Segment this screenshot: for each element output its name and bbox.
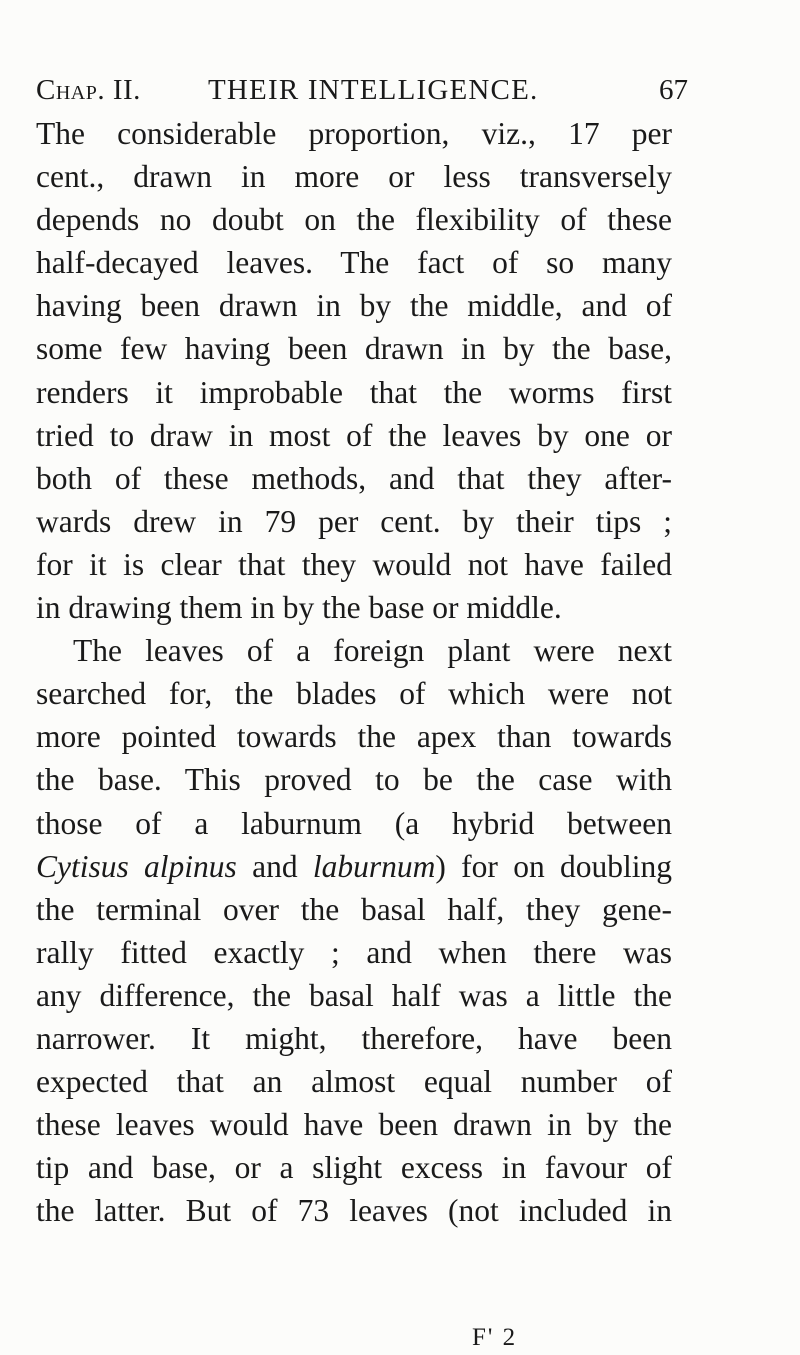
- species-name: laburnum: [312, 848, 436, 884]
- text-line-italic-names: [36, 845, 672, 888]
- text-line: expected that an almost equal number of: [36, 1064, 672, 1100]
- chapter-label: Chap. II.: [36, 74, 141, 106]
- text-line: more pointed towards the apex than towards: [36, 719, 672, 755]
- text-line: half-decayed leaves. The fact of so many: [36, 245, 672, 281]
- text-line: searched for, the blades of which were not: [36, 676, 672, 712]
- text-line: both of these methods, and that they after-: [36, 460, 672, 496]
- text-line: in drawing them in by the base or middle.: [36, 590, 562, 626]
- text-line: depends no doubt on the flexibility of these: [36, 202, 672, 238]
- text-line: for it is clear that they would not have failed: [36, 546, 672, 582]
- text-line: some few having been drawn in by the base,: [36, 331, 672, 367]
- text-line: any difference, the basal half was a little the: [36, 977, 672, 1013]
- running-title: THEIR INTELLIGENCE.: [208, 74, 539, 106]
- text-line: the latter. But of 73 leaves (not included in: [36, 1193, 672, 1229]
- genus-species-name: Cytisus alpinus: [36, 848, 237, 884]
- page-number: 67: [659, 74, 688, 106]
- text-line: The considerable proportion, viz., 17 per: [36, 116, 672, 151]
- running-head: [36, 72, 688, 108]
- text-line: wards drew in 79 per cent. by their tips ;: [36, 503, 672, 539]
- line-tail-text: ) for on doubling: [435, 848, 672, 884]
- text-line: the base. This proved to be the case with: [36, 762, 672, 798]
- connector-text: and: [236, 848, 313, 884]
- text-line: tried to draw in most of the leaves by one or: [36, 417, 672, 453]
- text-line: renders it improbable that the worms first: [36, 374, 672, 410]
- text-line: these leaves would have been drawn in by the: [36, 1107, 672, 1143]
- text-line: rally fitted exactly ; and when there was: [36, 934, 672, 970]
- text-line: The leaves of a foreign plant were next: [73, 633, 672, 669]
- signature-mark: F' 2: [472, 1324, 518, 1351]
- text-line: tip and base, or a slight excess in favour of: [36, 1150, 672, 1186]
- text-line: those of a laburnum (a hybrid between: [36, 805, 672, 841]
- body-text: [36, 112, 672, 1232]
- text-line: cent., drawn in more or less transversely: [36, 159, 672, 195]
- text-line: narrower. It might, therefore, have been: [36, 1020, 672, 1056]
- text-line: the terminal over the basal half, they gene-: [36, 891, 672, 927]
- text-line: having been drawn in by the middle, and of: [36, 288, 672, 324]
